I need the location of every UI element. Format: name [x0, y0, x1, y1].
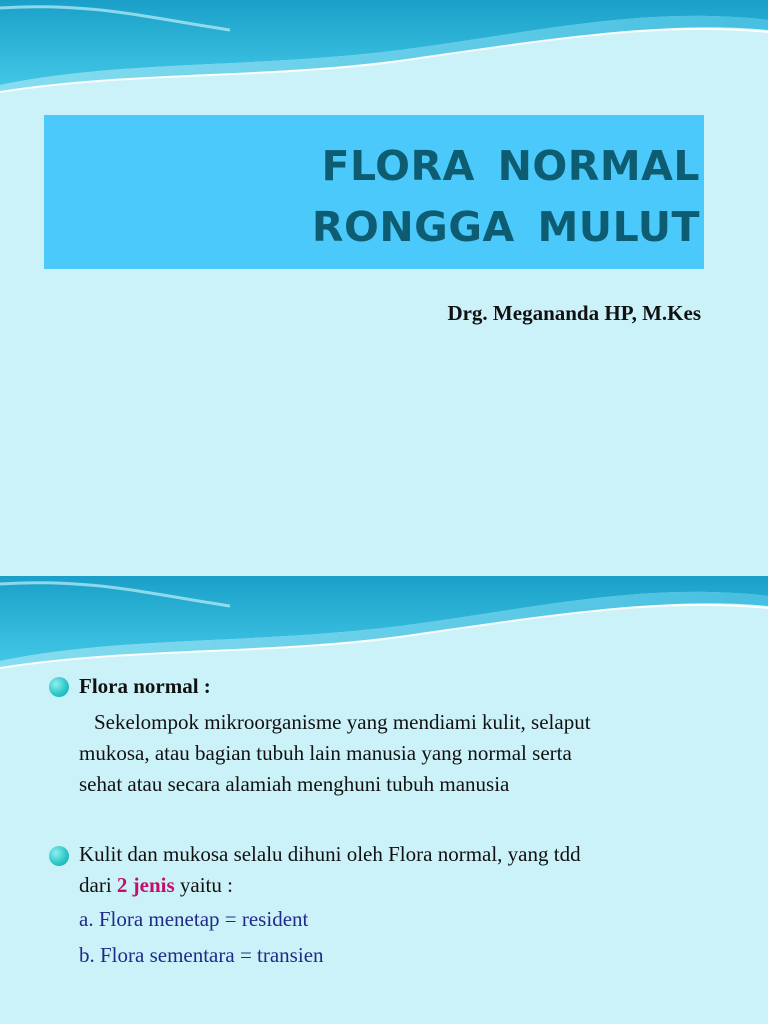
bullet2-suffix: yaitu :: [174, 873, 233, 897]
title-line-2: RONGGA MULUT: [311, 203, 700, 251]
list-item-transient: b. Flora sementara = transien: [79, 943, 324, 967]
bullet2-prefix: dari: [79, 873, 117, 897]
header-wave: [0, 0, 768, 100]
definition-line-2: mukosa, atau bagian tubuh lain manusia yang normal serta: [79, 741, 572, 765]
flora-normal-heading: Flora normal :: [79, 674, 211, 698]
list-item-resident: a. Flora menetap = resident: [79, 907, 309, 931]
bullet2-line-2: [79, 873, 233, 898]
two-types-highlight: 2 jenis: [116, 873, 175, 897]
bullet-dot-icon: [49, 846, 69, 866]
bullet2-line-1: Kulit dan mukosa selalu dihuni oleh Flora normal, yang tdd: [79, 842, 581, 866]
content-slide: [0, 576, 768, 1024]
title-box: [44, 115, 704, 269]
definition-line-1: Sekelompok mikroorganisme yang mendiami kulit, selaput: [94, 710, 591, 734]
title-line-1: FLORA NORMAL: [321, 142, 700, 190]
definition-line-3: sehat atau secara alamiah menghuni tubuh manusia: [79, 772, 510, 796]
header-wave: [0, 576, 768, 676]
bullet-dot-icon: [49, 677, 69, 697]
author-name: Drg. Megananda HP, M.Kes: [447, 301, 701, 325]
